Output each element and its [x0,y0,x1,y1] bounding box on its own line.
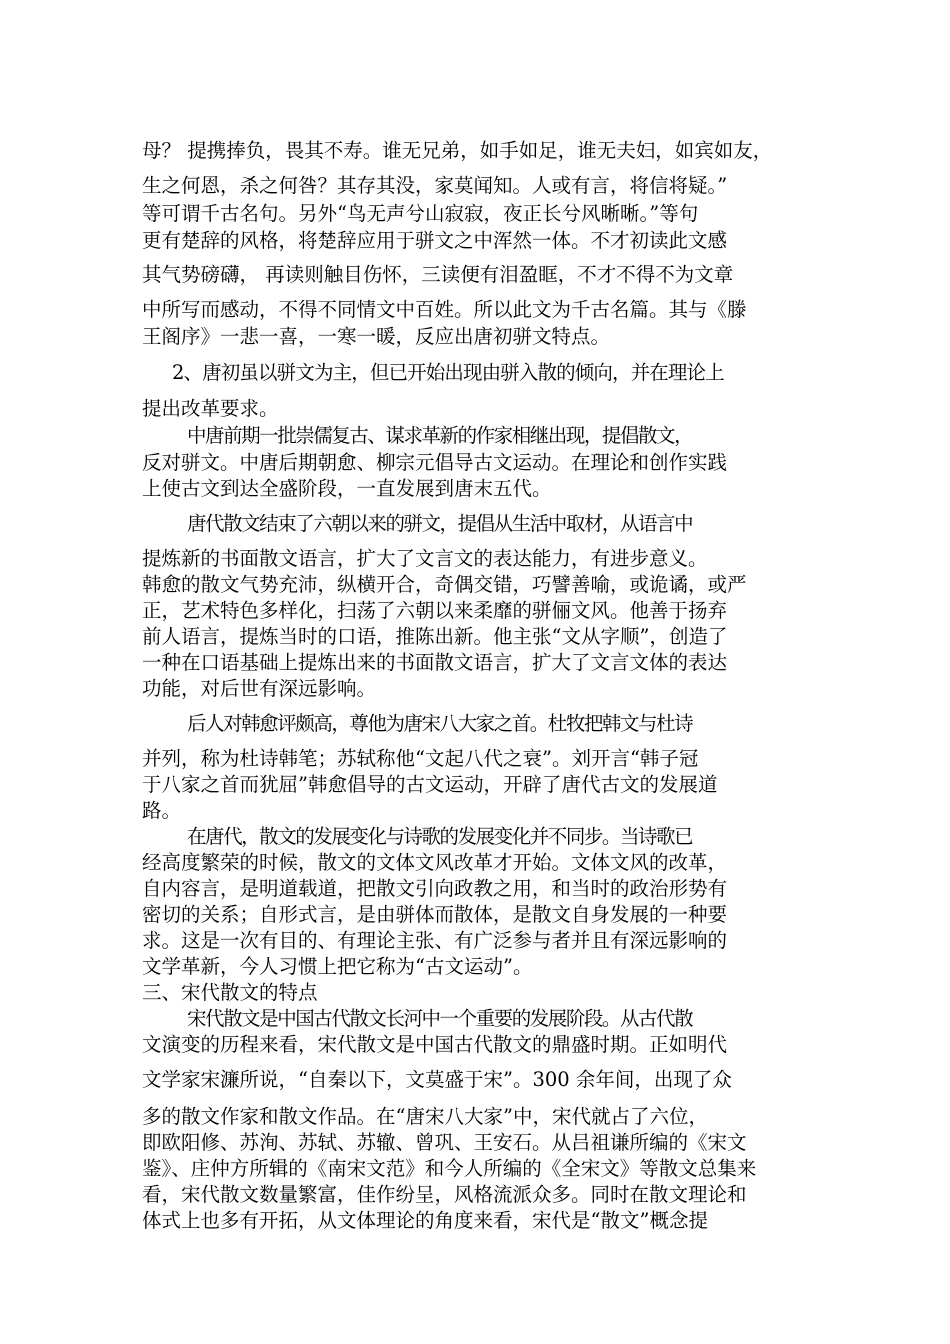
text-line: 提炼新的书面散文语言，扩大了文言文的表达能力，有进步意义。 [142,547,708,570]
text-line: 唐代散文结束了六朝以来的骈文，提倡从生活中取材，从语言中 [187,512,693,535]
text-line: 看，宋代散文数量繁富，佳作纷呈，风格流派众多。同时在散文理论和 [142,1183,747,1206]
text-line: 多的散文作家和散文作品。在“唐宋八大家”中，宋代就占了六位， [142,1105,708,1128]
text-line: 2、唐初虽以骈文为主，但已开始出现由骈入散的倾向，并在理论上 [172,361,724,384]
text-line: 韩愈的散文气势充沛，纵横开合，奇偶交错，巧譬善喻，或诡谲，或严 [142,573,747,596]
text-line: 等可谓千古名句。另外“鸟无声兮山寂寂，夜正长兮风晰晰。”等句 [142,202,699,225]
text-line: 鉴》、庄仲方所辑的《南宋文范》和今人所编的《全宋文》等散文总集来 [142,1157,757,1180]
text-line: 反对骈文。中唐后期朝愈、柳宗元倡导古文运动。在理论和创作实践 [142,451,728,474]
text-line: 其气势磅礴， 再读则触目伤怀，三读便有泪盈眶，不才不得不为文章 [142,263,734,286]
text-line: 上使古文到达全盛阶段，一直发展到唐末五代。 [142,477,552,500]
text-line: 后人对韩愈评颇高，尊他为唐宋八大家之首。杜牧把韩文与杜诗 [187,712,693,735]
text-line: 路。 [142,799,182,822]
text-line: 自内容言，是明道载道，把散文引向政教之用，和当时的政治形势有 [142,877,728,900]
text-line: 母？ 提携捧负，畏其不寿。谁无兄弟，如手如足，谁无夫妇，如宾如友， [142,139,773,162]
text-line: 王阁序》一悲一喜，一寒一暖，反应出唐初骈文特点。 [142,325,611,348]
text-line: 在唐代，散文的发展变化与诗歌的发展变化并不同步。当诗歌已 [187,825,693,848]
text-line: 文学革新，今人习惯上把它称为“古文运动”。 [142,955,533,978]
text-line: 求。这是一次有目的、有理论主张、有广泛参与者并且有深远影响的 [142,929,728,952]
text-line: 于八家之首而犹屈”韩愈倡导的古文运动，开辟了唐代古文的发展道 [142,773,718,796]
text-line: 一种在口语基础上提炼出来的书面散文语言，扩大了文言文体的表达 [142,651,728,674]
text-line: 文演变的历程来看，宋代散文是中国古代散文的鼎盛时期。正如明代 [142,1033,728,1056]
text-line: 即欧阳修、苏洵、苏轼、苏辙、曾巩、王安石。从吕祖谦所编的《宋文 [142,1131,747,1154]
text-line: 中唐前期一批崇儒复古、谋求革新的作家相继出现，提倡散文， [187,424,693,447]
text-line: 前人语言，提炼当时的口语，推陈出新。他主张“文从字顺”，创造了 [142,625,728,648]
text-line: 更有楚辞的风格，将楚辞应用于骈文之中浑然一体。不才初读此文感 [142,229,728,252]
text-line: 文学家宋濂所说，“自秦以下，文莫盛于宋”。300 余年间，出现了众 [142,1068,732,1091]
text-line: 体式上也多有开拓，从文体理论的角度来看，宋代是“散文”概念提 [142,1209,708,1232]
text-line: 密切的关系；自形式言，是由骈体而散体，是散文自身发展的一种要 [142,903,728,926]
text-line: 正，艺术特色多样化，扫荡了六朝以来柔靡的骈俪文风。他善于扬弃 [142,599,728,622]
text-line: 功能，对后世有深远影响。 [142,677,377,700]
section-heading: 三、宋代散文的特点 [142,981,318,1004]
text-line: 宋代散文是中国古代散文长河中一个重要的发展阶段。从古代散 [187,1007,693,1030]
text-line: 生之何恩，杀之何咎？其存其没，家莫闻知。人或有言，将信将疑。” [142,174,728,197]
text-line: 提出改革要求。 [142,397,279,420]
text-line: 并列，称为杜诗韩笔；苏轼称他“文起八代之衰”。刘开言“韩子冠 [142,747,699,770]
text-line: 中所写而感动，不得不同情文中百姓。所以此文为千古名篇。其与《滕 [142,298,747,321]
text-line: 经高度繁荣的时候，散文的文体文风改革才开始。文体文风的改革， [142,851,728,874]
